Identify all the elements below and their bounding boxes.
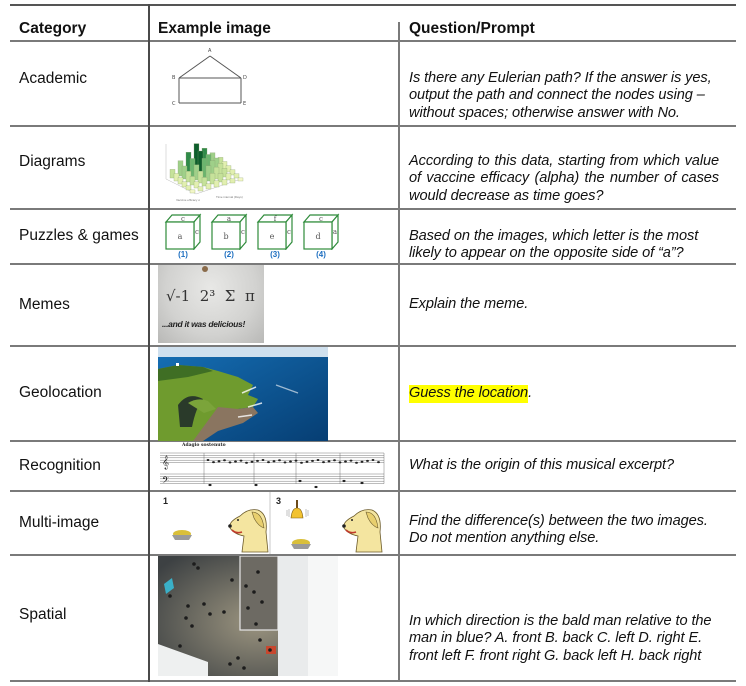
panel-label: 1: [163, 496, 169, 506]
note-head: [300, 462, 303, 464]
note-head: [256, 460, 259, 462]
note-head: [229, 461, 232, 463]
coastal-aerial-photo: [158, 347, 328, 441]
node-label: C: [172, 101, 176, 107]
prompt-memes: Explain the meme.: [409, 296, 529, 313]
category-puzzles-games: Puzzles & games: [19, 227, 139, 244]
bar-3d: [238, 178, 243, 181]
note-head: [372, 459, 375, 461]
food-bowl-icon: [291, 539, 311, 549]
note-head: [273, 460, 276, 462]
food-bowl-icon: [172, 530, 192, 540]
bar-3d: [190, 190, 195, 193]
svg-text:𝄢: 𝄢: [162, 475, 170, 488]
meme-image: [158, 265, 264, 343]
category-academic: Academic: [19, 70, 88, 87]
category-memes: Memes: [19, 296, 70, 313]
person-dot: [254, 622, 258, 626]
bar-3d: [198, 187, 203, 191]
note-head: [322, 461, 325, 463]
cube-icon: [302, 212, 340, 250]
note-head: [218, 460, 221, 462]
person-dot: [208, 612, 212, 616]
note-head: [317, 459, 320, 461]
person-dot: [246, 606, 250, 610]
person-dot: [260, 600, 264, 604]
header-question-prompt: Question/Prompt: [409, 20, 535, 37]
graph-diagram-image: [168, 46, 256, 108]
person-dot: [196, 566, 200, 570]
note-head: [245, 462, 248, 464]
dog-icon: [228, 510, 268, 552]
prompt-geolocation: [409, 380, 719, 408]
header-category: Category: [19, 20, 87, 37]
column-divider: [398, 22, 400, 682]
cube-front-letter: d: [315, 232, 321, 241]
bell-icon: [287, 500, 308, 518]
highlighted-prompt: Guess the location: [409, 385, 529, 402]
note-head: [361, 461, 364, 463]
person-dot: [222, 610, 226, 614]
svg-text:𝄞: 𝄞: [162, 455, 170, 469]
cube-item: [164, 212, 202, 259]
person-dot: [186, 604, 190, 608]
pavlov-dog-panels-image: [158, 492, 390, 554]
aerial-crowd-photo: [158, 556, 338, 676]
prompt-academic: Is there any Eulerian path? If the answer is yes, output the path and connect the nodes using – without spaces; otherwise answer with No.: [409, 69, 712, 121]
svg-text:Time interval (Days): Time interval (Days): [216, 195, 243, 199]
person-dot: [190, 624, 194, 628]
cube-item: [256, 212, 294, 259]
note-head: [350, 460, 353, 462]
note-head: [223, 459, 226, 461]
note-head: [240, 460, 243, 462]
cube-side-letter: c: [287, 228, 291, 236]
bar-3d: [222, 180, 227, 185]
cube-icon: [210, 212, 248, 250]
cube-caption: (3): [270, 250, 280, 259]
person-dot: [228, 662, 232, 666]
note-head: [234, 461, 237, 463]
note-head: [311, 460, 314, 462]
tshirt-neck-detail: [202, 266, 208, 272]
cube-top-letter: f: [273, 215, 277, 223]
cube-icon: [164, 212, 202, 250]
category-geolocation: Geolocation: [19, 384, 102, 401]
person-dot: [184, 616, 188, 620]
bar-3d: [230, 179, 235, 183]
bar-3d: [206, 184, 211, 189]
category-recognition: Recognition: [19, 457, 101, 474]
cube-front-letter: b: [223, 232, 229, 241]
bar-3d: [214, 181, 219, 187]
note-head: [262, 459, 265, 461]
cube-front-letter: e: [269, 232, 275, 241]
person-dot: [244, 584, 248, 588]
node-label: B: [172, 75, 176, 81]
table-bottom-rule: [10, 680, 736, 682]
note-head: [328, 460, 331, 462]
table-top-rule: [10, 4, 736, 6]
note-head: [289, 461, 292, 463]
note-head: [333, 459, 336, 461]
bass-note: [298, 480, 301, 482]
person-dot: [230, 578, 234, 582]
note-head: [278, 459, 281, 461]
category-spatial: Spatial: [19, 606, 67, 623]
cube-icon: [256, 212, 294, 250]
cube-caption: (1): [178, 250, 188, 259]
note-head: [366, 460, 369, 462]
note-head: [306, 461, 309, 463]
person-dot: [192, 562, 196, 566]
note-head: [267, 461, 270, 463]
bass-note: [360, 482, 363, 484]
prompt-spatial: In which direction is the bald man relative to the man in blue? A. front B. back C. left D. right E. front left F. front right G. back left H. back right: [409, 612, 712, 664]
prompt-recognition: What is the origin of this musical excerpt?: [409, 457, 674, 474]
meme-caption: ...and it was delicious!: [162, 319, 246, 329]
cube-item: [302, 212, 340, 259]
header-example-image: Example image: [158, 20, 271, 37]
note-head: [377, 461, 380, 463]
column-divider: [148, 4, 150, 682]
note-head: [339, 461, 342, 463]
bar-group: [170, 144, 243, 193]
node-label: D: [243, 75, 247, 81]
panel-label: 3: [276, 496, 282, 506]
category-multi-image: Multi-image: [19, 514, 100, 531]
prompt-diagrams: According to this data, starting from which value of vaccine efficacy (alpha) the number of cases would decrease as time goes?: [409, 152, 719, 204]
3d-bar-chart-image: [156, 134, 256, 204]
node-label: E: [243, 101, 247, 107]
cube-puzzle-image: [164, 212, 344, 262]
svg-text:Vaccine efficacy α: Vaccine efficacy α: [176, 198, 200, 202]
bass-note: [314, 486, 317, 488]
tempo-marking: Adagio sostenuto: [182, 443, 226, 448]
cube-caption: (4): [316, 250, 326, 259]
note-head: [251, 461, 254, 463]
bar-3d: [186, 186, 191, 190]
person-dot: [252, 590, 256, 594]
person-dot: [168, 594, 172, 598]
person-dot: [256, 570, 260, 574]
cube-top-letter: c: [319, 215, 323, 223]
cube-side-letter: c: [241, 228, 245, 236]
person-dot: [236, 656, 240, 660]
cube-caption: (2): [224, 250, 234, 259]
sheet-music-image: [158, 441, 386, 491]
bass-note: [208, 484, 211, 486]
prompt-tail: .: [528, 385, 533, 402]
cube-front-letter: a: [177, 232, 183, 241]
prompt-multi-image: Find the difference(s) between the two images. Do not mention anything else.: [409, 512, 708, 546]
cube-top-letter: c: [181, 215, 185, 223]
person-dot: [268, 648, 272, 652]
bar-3d: [234, 174, 239, 178]
bass-note: [342, 480, 345, 482]
person-dot: [202, 602, 206, 606]
bass-note: [254, 484, 257, 486]
note-head: [344, 461, 347, 463]
prompt-puzzles-games: Based on the images, which letter is the most likely to appear on the opposite side of “a”?: [409, 227, 699, 261]
person-dot: [258, 638, 262, 642]
person-dot: [242, 666, 246, 670]
node-label: A: [208, 48, 212, 54]
cube-top-letter: a: [226, 215, 232, 223]
person-dot: [178, 644, 182, 648]
note-head: [355, 462, 358, 464]
note-head: [284, 461, 287, 463]
note-head: [207, 459, 210, 461]
dog-icon: [342, 510, 382, 552]
category-diagrams: Diagrams: [19, 153, 86, 170]
meme-symbols: √-1 2³ Σ π: [166, 287, 255, 305]
cube-side-letter: a: [332, 228, 338, 236]
cube-side-letter: c: [195, 228, 199, 236]
cube-item: [210, 212, 248, 259]
note-head: [212, 461, 215, 463]
note-head: [295, 460, 298, 462]
